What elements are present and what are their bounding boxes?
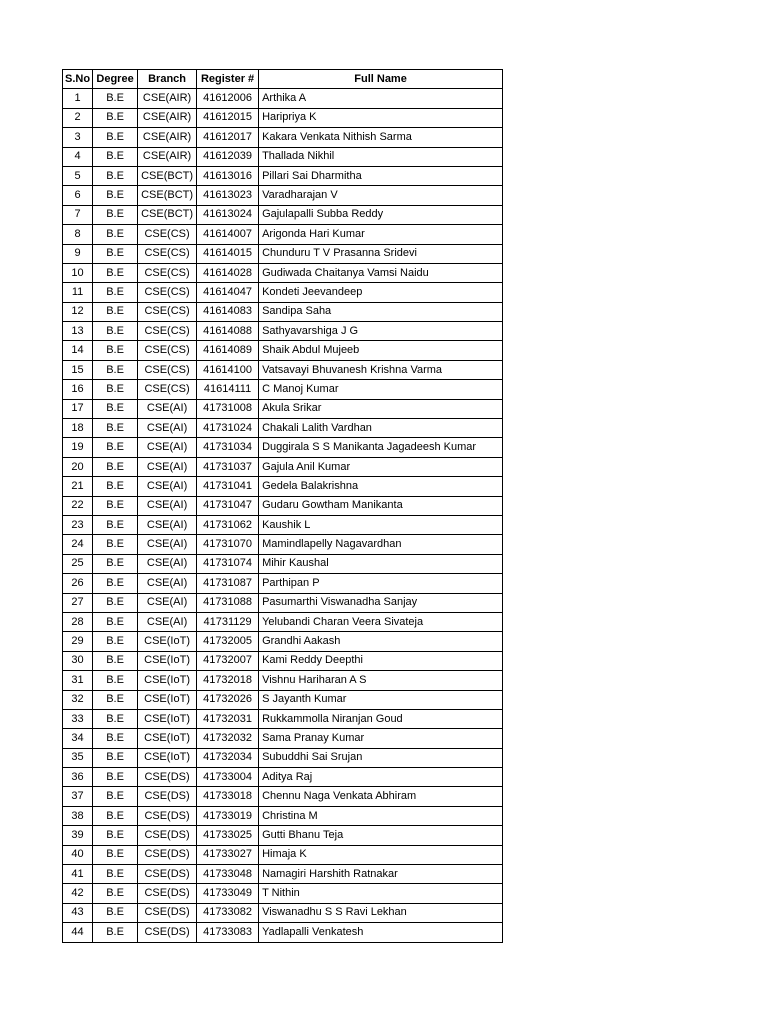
table-row [63, 806, 503, 825]
table-row [63, 457, 503, 476]
cell-register-number: 41731088 [197, 593, 259, 612]
cell-full-name: Gutti Bhanu Teja [259, 826, 503, 845]
cell-sno: 19 [63, 438, 93, 457]
cell-full-name: Himaja K [259, 845, 503, 864]
cell-sno: 2 [63, 108, 93, 127]
cell-sno: 24 [63, 535, 93, 554]
cell-register-number: 41731047 [197, 496, 259, 515]
cell-sno: 35 [63, 748, 93, 767]
cell-full-name: Arigonda Hari Kumar [259, 225, 503, 244]
cell-degree: B.E [93, 399, 138, 418]
cell-sno: 43 [63, 903, 93, 922]
cell-branch: CSE(AI) [138, 554, 197, 573]
cell-branch: CSE(CS) [138, 283, 197, 302]
cell-sno: 26 [63, 574, 93, 593]
table-row [63, 671, 503, 690]
cell-degree: B.E [93, 612, 138, 631]
cell-sno: 1 [63, 89, 93, 108]
cell-sno: 23 [63, 515, 93, 534]
cell-branch: CSE(CS) [138, 360, 197, 379]
cell-branch: CSE(DS) [138, 923, 197, 942]
table-row [63, 845, 503, 864]
table-row [63, 166, 503, 185]
table-row [63, 399, 503, 418]
cell-full-name: Christina M [259, 806, 503, 825]
cell-full-name: Gedela Balakrishna [259, 477, 503, 496]
cell-degree: B.E [93, 574, 138, 593]
cell-branch: CSE(AI) [138, 574, 197, 593]
cell-sno: 38 [63, 806, 93, 825]
cell-sno: 40 [63, 845, 93, 864]
table-row [63, 263, 503, 282]
cell-register-number: 41731041 [197, 477, 259, 496]
cell-degree: B.E [93, 826, 138, 845]
cell-degree: B.E [93, 768, 138, 787]
table-row [63, 554, 503, 573]
cell-sno: 3 [63, 128, 93, 147]
cell-full-name: Akula Srikar [259, 399, 503, 418]
cell-branch: CSE(BCT) [138, 205, 197, 224]
cell-full-name: Kaushik L [259, 515, 503, 534]
cell-register-number: 41733083 [197, 923, 259, 942]
cell-degree: B.E [93, 108, 138, 127]
cell-degree: B.E [93, 923, 138, 942]
cell-degree: B.E [93, 166, 138, 185]
cell-branch: CSE(CS) [138, 380, 197, 399]
cell-degree: B.E [93, 341, 138, 360]
cell-branch: CSE(BCT) [138, 186, 197, 205]
cell-full-name: Duggirala S S Manikanta Jagadeesh Kumar [259, 438, 503, 457]
cell-degree: B.E [93, 302, 138, 321]
cell-full-name: Sama Pranay Kumar [259, 729, 503, 748]
cell-branch: CSE(IoT) [138, 632, 197, 651]
header-branch: Branch [138, 70, 197, 89]
cell-register-number: 41733048 [197, 865, 259, 884]
cell-sno: 29 [63, 632, 93, 651]
cell-degree: B.E [93, 748, 138, 767]
cell-sno: 4 [63, 147, 93, 166]
cell-register-number: 41732032 [197, 729, 259, 748]
cell-full-name: Yelubandi Charan Veera Sivateja [259, 612, 503, 631]
cell-register-number: 41614007 [197, 225, 259, 244]
table-row [63, 205, 503, 224]
cell-full-name: Chakali Lalith Vardhan [259, 419, 503, 438]
table-row [63, 477, 503, 496]
cell-sno: 9 [63, 244, 93, 263]
cell-branch: CSE(AI) [138, 399, 197, 418]
cell-sno: 27 [63, 593, 93, 612]
cell-branch: CSE(AI) [138, 496, 197, 515]
cell-register-number: 41612017 [197, 128, 259, 147]
cell-sno: 12 [63, 302, 93, 321]
header-sno: S.No [63, 70, 93, 89]
cell-branch: CSE(DS) [138, 903, 197, 922]
cell-branch: CSE(CS) [138, 263, 197, 282]
cell-full-name: Namagiri Harshith Ratnakar [259, 865, 503, 884]
cell-sno: 25 [63, 554, 93, 573]
cell-full-name: Vishnu Hariharan A S [259, 671, 503, 690]
cell-sno: 5 [63, 166, 93, 185]
table-row [63, 322, 503, 341]
cell-degree: B.E [93, 884, 138, 903]
cell-full-name: Thallada Nikhil [259, 147, 503, 166]
cell-degree: B.E [93, 671, 138, 690]
cell-degree: B.E [93, 263, 138, 282]
cell-full-name: Rukkammolla Niranjan Goud [259, 709, 503, 728]
table-row [63, 128, 503, 147]
cell-register-number: 41613016 [197, 166, 259, 185]
cell-full-name: Kami Reddy Deepthi [259, 651, 503, 670]
cell-register-number: 41732018 [197, 671, 259, 690]
cell-full-name: Sandipa Saha [259, 302, 503, 321]
cell-register-number: 41733049 [197, 884, 259, 903]
cell-branch: CSE(IoT) [138, 690, 197, 709]
cell-full-name: Sathyavarshiga J G [259, 322, 503, 341]
cell-register-number: 41614089 [197, 341, 259, 360]
cell-degree: B.E [93, 477, 138, 496]
cell-full-name: Chennu Naga Venkata Abhiram [259, 787, 503, 806]
cell-register-number: 41732026 [197, 690, 259, 709]
cell-degree: B.E [93, 651, 138, 670]
cell-branch: CSE(AIR) [138, 108, 197, 127]
table-row [63, 729, 503, 748]
cell-branch: CSE(AIR) [138, 89, 197, 108]
cell-degree: B.E [93, 186, 138, 205]
table-row [63, 89, 503, 108]
student-list-table [62, 69, 503, 943]
table-row [63, 884, 503, 903]
cell-degree: B.E [93, 147, 138, 166]
cell-branch: CSE(DS) [138, 865, 197, 884]
cell-degree: B.E [93, 380, 138, 399]
cell-sno: 33 [63, 709, 93, 728]
cell-register-number: 41614047 [197, 283, 259, 302]
header-register-number: Register # [197, 70, 259, 89]
cell-branch: CSE(AI) [138, 438, 197, 457]
cell-register-number: 41733018 [197, 787, 259, 806]
table-row [63, 612, 503, 631]
cell-degree: B.E [93, 225, 138, 244]
cell-branch: CSE(DS) [138, 787, 197, 806]
table-row [63, 923, 503, 942]
cell-full-name: Mamindlapelly Nagavardhan [259, 535, 503, 554]
cell-register-number: 41732005 [197, 632, 259, 651]
cell-register-number: 41733025 [197, 826, 259, 845]
table-row [63, 903, 503, 922]
cell-full-name: Parthipan P [259, 574, 503, 593]
cell-branch: CSE(IoT) [138, 651, 197, 670]
cell-register-number: 41614028 [197, 263, 259, 282]
table-row [63, 768, 503, 787]
cell-full-name: Subuddhi Sai Srujan [259, 748, 503, 767]
cell-sno: 13 [63, 322, 93, 341]
table-row [63, 535, 503, 554]
cell-degree: B.E [93, 593, 138, 612]
cell-sno: 32 [63, 690, 93, 709]
cell-register-number: 41612006 [197, 89, 259, 108]
table-row [63, 244, 503, 263]
cell-degree: B.E [93, 360, 138, 379]
cell-sno: 10 [63, 263, 93, 282]
cell-sno: 36 [63, 768, 93, 787]
table-row [63, 186, 503, 205]
table-row [63, 341, 503, 360]
cell-register-number: 41731034 [197, 438, 259, 457]
cell-branch: CSE(AIR) [138, 128, 197, 147]
cell-branch: CSE(CS) [138, 302, 197, 321]
cell-sno: 30 [63, 651, 93, 670]
cell-register-number: 41733019 [197, 806, 259, 825]
cell-sno: 16 [63, 380, 93, 399]
table-row [63, 651, 503, 670]
cell-register-number: 41612015 [197, 108, 259, 127]
cell-full-name: Kakara Venkata Nithish Sarma [259, 128, 503, 147]
cell-branch: CSE(CS) [138, 244, 197, 263]
cell-sno: 11 [63, 283, 93, 302]
cell-sno: 14 [63, 341, 93, 360]
cell-branch: CSE(AIR) [138, 147, 197, 166]
table-row [63, 380, 503, 399]
cell-register-number: 41731008 [197, 399, 259, 418]
cell-full-name: Yadlapalli Venkatesh [259, 923, 503, 942]
cell-register-number: 41731037 [197, 457, 259, 476]
cell-full-name: C Manoj Kumar [259, 380, 503, 399]
cell-sno: 37 [63, 787, 93, 806]
cell-branch: CSE(DS) [138, 884, 197, 903]
cell-register-number: 41614015 [197, 244, 259, 263]
cell-branch: CSE(IoT) [138, 748, 197, 767]
cell-degree: B.E [93, 845, 138, 864]
table-row [63, 225, 503, 244]
cell-branch: CSE(AI) [138, 515, 197, 534]
cell-full-name: Pasumarthi Viswanadha Sanjay [259, 593, 503, 612]
table-row [63, 360, 503, 379]
cell-sno: 6 [63, 186, 93, 205]
cell-branch: CSE(AI) [138, 457, 197, 476]
cell-register-number: 41732007 [197, 651, 259, 670]
cell-sno: 28 [63, 612, 93, 631]
cell-sno: 21 [63, 477, 93, 496]
cell-degree: B.E [93, 729, 138, 748]
table-row [63, 593, 503, 612]
cell-full-name: Arthika A [259, 89, 503, 108]
cell-degree: B.E [93, 515, 138, 534]
cell-degree: B.E [93, 709, 138, 728]
cell-register-number: 41731129 [197, 612, 259, 631]
cell-full-name: Varadharajan V [259, 186, 503, 205]
cell-full-name: Gajulapalli Subba Reddy [259, 205, 503, 224]
cell-degree: B.E [93, 903, 138, 922]
cell-register-number: 41614083 [197, 302, 259, 321]
table-row [63, 302, 503, 321]
cell-branch: CSE(DS) [138, 768, 197, 787]
cell-register-number: 41614088 [197, 322, 259, 341]
cell-register-number: 41731024 [197, 419, 259, 438]
cell-degree: B.E [93, 457, 138, 476]
cell-register-number: 41731070 [197, 535, 259, 554]
cell-sno: 15 [63, 360, 93, 379]
cell-degree: B.E [93, 283, 138, 302]
cell-register-number: 41731074 [197, 554, 259, 573]
cell-branch: CSE(IoT) [138, 709, 197, 728]
table-body [63, 89, 503, 942]
table-row [63, 632, 503, 651]
cell-register-number: 41731087 [197, 574, 259, 593]
table-row [63, 787, 503, 806]
cell-branch: CSE(DS) [138, 845, 197, 864]
cell-branch: CSE(AI) [138, 535, 197, 554]
cell-sno: 17 [63, 399, 93, 418]
cell-branch: CSE(BCT) [138, 166, 197, 185]
cell-degree: B.E [93, 535, 138, 554]
cell-full-name: S Jayanth Kumar [259, 690, 503, 709]
table-row [63, 108, 503, 127]
cell-full-name: Grandhi Aakash [259, 632, 503, 651]
cell-branch: CSE(CS) [138, 322, 197, 341]
cell-sno: 39 [63, 826, 93, 845]
cell-sno: 44 [63, 923, 93, 942]
cell-full-name: Gudaru Gowtham Manikanta [259, 496, 503, 515]
table-row [63, 438, 503, 457]
cell-sno: 20 [63, 457, 93, 476]
cell-branch: CSE(AI) [138, 419, 197, 438]
cell-register-number: 41613023 [197, 186, 259, 205]
cell-degree: B.E [93, 806, 138, 825]
cell-degree: B.E [93, 690, 138, 709]
cell-register-number: 41733082 [197, 903, 259, 922]
cell-degree: B.E [93, 496, 138, 515]
cell-sno: 34 [63, 729, 93, 748]
cell-full-name: Haripriya K [259, 108, 503, 127]
cell-register-number: 41732031 [197, 709, 259, 728]
cell-sno: 22 [63, 496, 93, 515]
cell-register-number: 41731062 [197, 515, 259, 534]
cell-branch: CSE(AI) [138, 593, 197, 612]
cell-register-number: 41614111 [197, 380, 259, 399]
cell-branch: CSE(IoT) [138, 729, 197, 748]
cell-branch: CSE(DS) [138, 826, 197, 845]
header-full-name: Full Name [259, 70, 503, 89]
cell-full-name: Chunduru T V Prasanna Sridevi [259, 244, 503, 263]
cell-degree: B.E [93, 438, 138, 457]
cell-register-number: 41612039 [197, 147, 259, 166]
cell-full-name: Gajula Anil Kumar [259, 457, 503, 476]
table-row [63, 283, 503, 302]
cell-sno: 7 [63, 205, 93, 224]
cell-branch: CSE(CS) [138, 341, 197, 360]
cell-sno: 42 [63, 884, 93, 903]
cell-branch: CSE(AI) [138, 612, 197, 631]
cell-branch: CSE(IoT) [138, 671, 197, 690]
cell-degree: B.E [93, 865, 138, 884]
cell-full-name: Viswanadhu S S Ravi Lekhan [259, 903, 503, 922]
cell-register-number: 41733004 [197, 768, 259, 787]
table-row [63, 496, 503, 515]
cell-register-number: 41732034 [197, 748, 259, 767]
cell-branch: CSE(CS) [138, 225, 197, 244]
table-row [63, 147, 503, 166]
table-row [63, 574, 503, 593]
cell-degree: B.E [93, 787, 138, 806]
cell-full-name: Shaik Abdul Mujeeb [259, 341, 503, 360]
cell-full-name: Mihir Kaushal [259, 554, 503, 573]
table-row [63, 419, 503, 438]
cell-degree: B.E [93, 419, 138, 438]
cell-branch: CSE(DS) [138, 806, 197, 825]
cell-degree: B.E [93, 632, 138, 651]
table-row [63, 826, 503, 845]
cell-full-name: Vatsavayi Bhuvanesh Krishna Varma [259, 360, 503, 379]
cell-full-name: Pillari Sai Dharmitha [259, 166, 503, 185]
table-row [63, 865, 503, 884]
cell-sno: 8 [63, 225, 93, 244]
cell-degree: B.E [93, 322, 138, 341]
cell-register-number: 41614100 [197, 360, 259, 379]
cell-degree: B.E [93, 554, 138, 573]
table-row [63, 748, 503, 767]
cell-register-number: 41613024 [197, 205, 259, 224]
cell-sno: 31 [63, 671, 93, 690]
cell-sno: 18 [63, 419, 93, 438]
cell-full-name: Kondeti Jeevandeep [259, 283, 503, 302]
cell-degree: B.E [93, 205, 138, 224]
cell-branch: CSE(AI) [138, 477, 197, 496]
table-row [63, 690, 503, 709]
cell-register-number: 41733027 [197, 845, 259, 864]
header-degree: Degree [93, 70, 138, 89]
cell-full-name: Gudiwada Chaitanya Vamsi Naidu [259, 263, 503, 282]
header-row [63, 70, 503, 89]
table-row [63, 515, 503, 534]
cell-degree: B.E [93, 128, 138, 147]
cell-degree: B.E [93, 89, 138, 108]
cell-degree: B.E [93, 244, 138, 263]
cell-sno: 41 [63, 865, 93, 884]
table-row [63, 709, 503, 728]
cell-full-name: T Nithin [259, 884, 503, 903]
cell-full-name: Aditya Raj [259, 768, 503, 787]
